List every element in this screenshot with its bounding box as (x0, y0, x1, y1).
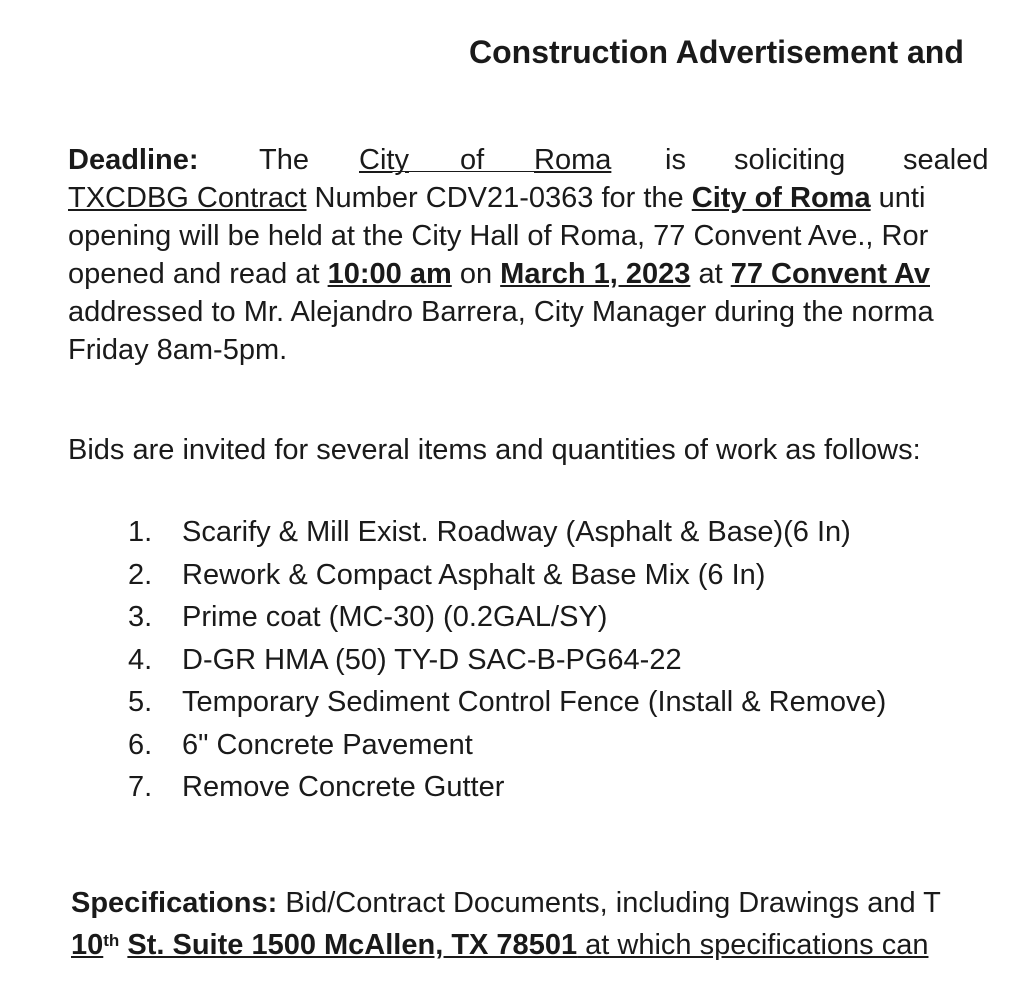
list-item-number: 5. (128, 686, 153, 718)
list-item-number: 2. (128, 559, 153, 591)
list-item-number: 3. (128, 601, 153, 633)
deadline-word-soliciting: soliciting (734, 144, 846, 176)
deadline-label: Deadline: (68, 144, 199, 176)
deadline-line-2: TXCDBG Contract Number CDV21-0363 for the City of Roma unti (68, 182, 926, 214)
list-item: 6" Concrete Pavement (182, 729, 473, 761)
list-item-number: 7. (128, 771, 153, 803)
opening-date: March 1, 2023 (500, 258, 691, 290)
city-of-roma: City of Roma (691, 182, 871, 214)
deadline-line-5: addressed to Mr. Alejandro Barrera, City Manager during the norma (68, 296, 934, 328)
deadline-word-sealed: sealed (903, 144, 989, 176)
specs-label: Specifications: (71, 887, 278, 919)
list-item: Prime coat (MC-30) (0.2GAL/SY) (182, 601, 608, 633)
specs-line-1: Specifications: Bid/Contract Documents, including Drawings and T (71, 887, 941, 919)
deadline-line-3: opening will be held at the City Hall of Roma, 77 Convent Ave., Ror (68, 220, 929, 252)
opening-address: 77 Convent Av (730, 258, 930, 290)
deadline-word-roma: Roma (534, 144, 612, 176)
deadline-word-city: City (359, 144, 409, 176)
list-item-number: 4. (128, 644, 153, 676)
opening-time: 10:00 am (327, 258, 452, 290)
list-item: Temporary Sediment Control Fence (Install & Remove) (182, 686, 887, 718)
deadline-word-the: The (259, 144, 309, 176)
deadline-line-6: Friday 8am-5pm. (68, 334, 288, 366)
specs-line-2: 10th St. Suite 1500 McAllen, TX 78501 at which specifications can (71, 929, 929, 961)
bids-intro: Bids are invited for several items and quantities of work as follows: (68, 434, 921, 466)
deadline-word-of: of (460, 144, 485, 176)
deadline-word-is: is (665, 144, 686, 176)
list-item-number: 6. (128, 729, 153, 761)
deadline-line-4: opened and read at 10:00 am on March 1, 2023 at 77 Convent Av (68, 258, 930, 290)
list-item: D-GR HMA (50) TY-D SAC-B-PG64-22 (182, 644, 682, 676)
page-title: Construction Advertisement and (469, 34, 964, 70)
contract-link: TXCDBG Contract (68, 182, 307, 214)
list-item-number: 1. (128, 516, 153, 548)
list-item: Scarify & Mill Exist. Roadway (Asphalt & Base)(6 In) (182, 516, 851, 548)
specs-address: St. Suite 1500 McAllen, TX 78501 (127, 929, 578, 961)
list-item: Rework & Compact Asphalt & Base Mix (6 In) (182, 559, 766, 591)
list-item: Remove Concrete Gutter (182, 771, 505, 803)
